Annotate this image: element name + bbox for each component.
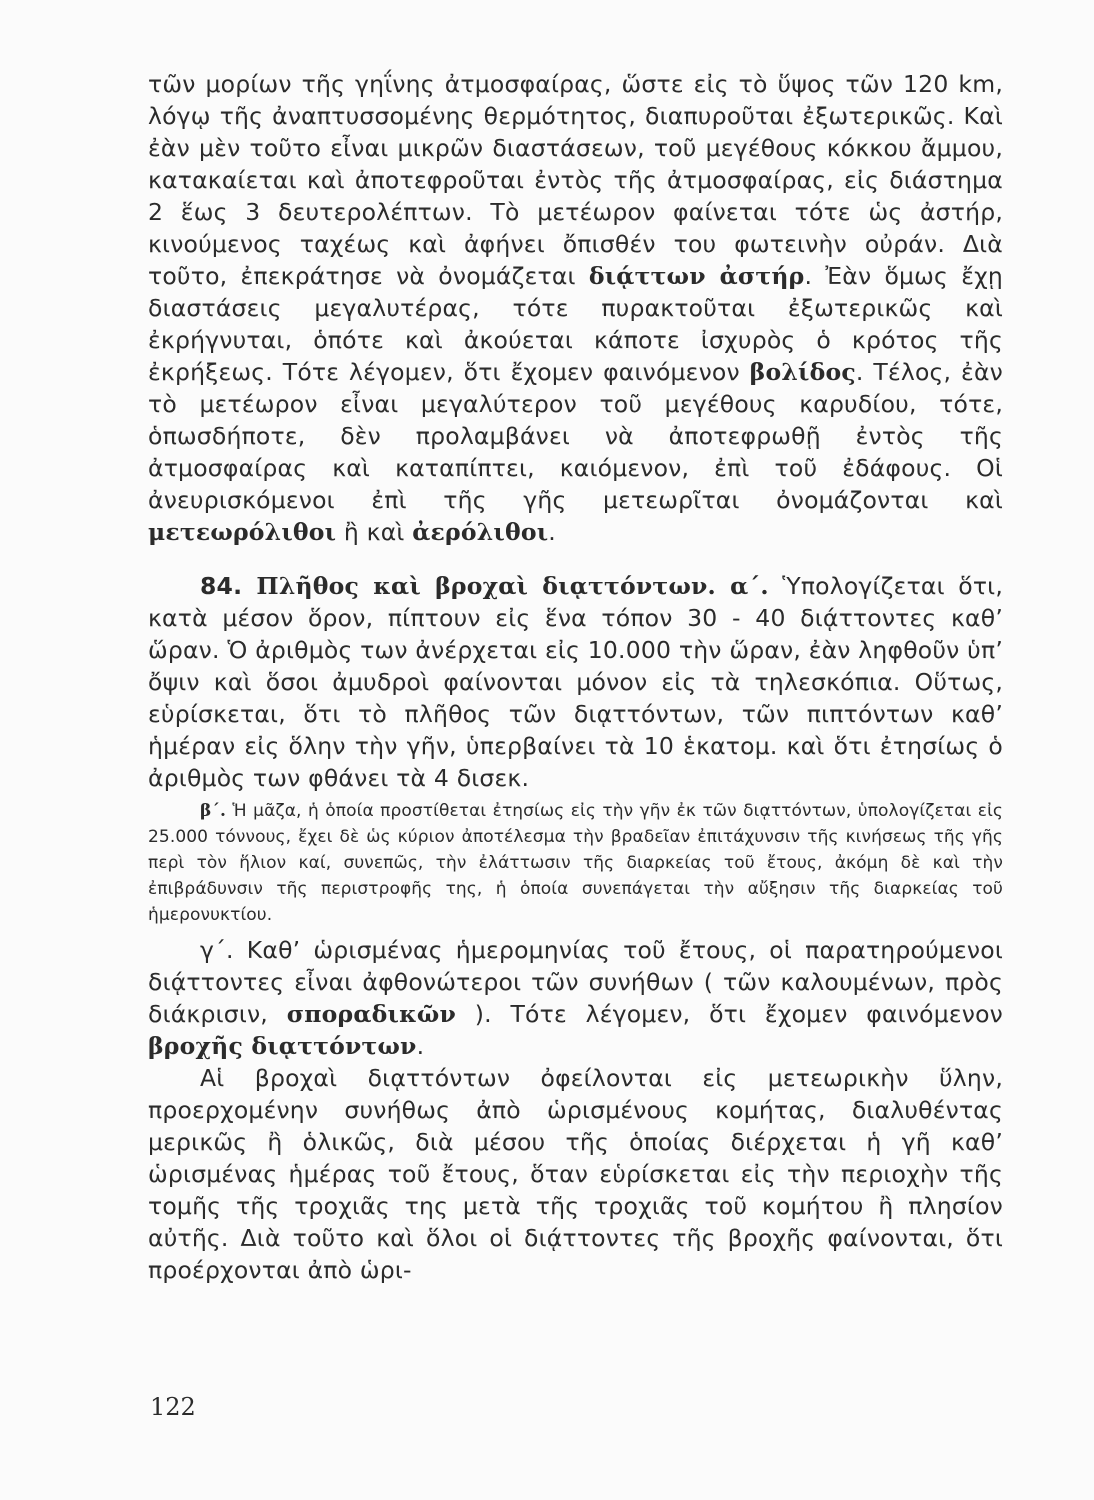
main-text-continued xyxy=(148,934,1003,1286)
text-run: ἢ καὶ xyxy=(336,518,413,546)
section-text: Ὑπολογίζεται ὅτι, κατὰ μέσον ὅρον, πίπτουν εἰς ἕνα τόπον 30 - 40 διᾴττοντες καθ’ ὥραν. Ὁ ἀριθμὸς των ἀνέρχεται εἰς 10.000 τὴν ὥραν, ἐὰν ληφθοῦν ὑπ’ ὄψιν καὶ ὅσοι ἀμυδροὶ φαίνονται μόνον εἰς τὰ τηλεσκόπια. Οὕτως, εὑρίσκεται, ὅτι τὸ πλῆθος τῶν διᾳττόντων, τῶν πιπτόντων καθ’ ἡμέραν εἰς ὅλην τὴν γῆν, ὑπερβαίνει τὰ 10 ἑκατομ. καὶ ὅτι ἐτησίως ὁ ἀριθμὸς των φθάνει τὰ 4 δισεκ. xyxy=(148,572,1003,792)
term-sporadic: σποραδικῶν xyxy=(286,1000,456,1028)
paragraph-gamma xyxy=(148,934,1003,1062)
beta-label: β΄. xyxy=(200,801,227,821)
text-run: . xyxy=(416,1032,425,1060)
term-meteorites: μετεωρόλιθοι xyxy=(148,518,337,546)
term-aerolites: ἀερόλιθοι xyxy=(412,518,549,546)
section-84 xyxy=(148,570,1003,794)
text-run: Αἱ βροχαὶ διᾳττόντων ὀφείλονται εἰς μετεωρικὴν ὕλην, προερχομένην συνήθως ἀπὸ ὡρισμένους κομήτας, διαλυθέντας μερικῶς ἢ ὁλικῶς, διὰ μέσου τῆς ὁποίας διέρχεται ἡ γῆ καθ’ ὡρισμένας ἡμέρας τοῦ ἔτους, ὅταν εὑρίσκεται εἰς τὴν περιοχὴν τῆς τομῆς τῆς τροχιᾶς της μετὰ τῆς τροχιᾶς τοῦ κομήτου ἢ πλησίον αὐτῆς. Διὰ τοῦτο καὶ ὅλοι οἱ διᾴττοντες τῆς βροχῆς φαίνονται, ὅτι προέρχονται ἀπὸ ὡρι- xyxy=(148,1064,1003,1284)
page-body xyxy=(148,68,1003,1286)
gamma-label: γ΄. xyxy=(200,936,234,964)
text-run: . Τέλος, ἐὰν τὸ μετέωρον εἶναι μεγαλύτερον τοῦ μεγέθους καρυδίου, τότε, ὁπωσδήποτε, δὲν προλαμβάνει νὰ ἀποτεφρωθῇ ἐντὸς τῆς ἀτμοσφαίρας καὶ καταπίπτει, καιόμενον, ἐπὶ τοῦ ἐδάφους. Οἱ ἀνευρισκόμενοι ἐπὶ τῆς γῆς μετεωρῖται ὀνομάζονται καὶ xyxy=(148,358,1003,514)
paragraph-showers xyxy=(148,1062,1003,1286)
term-shooting-star: διᾴττων ἀστήρ xyxy=(588,262,805,290)
text-run: . xyxy=(548,518,556,546)
section-number: 84. xyxy=(200,572,243,600)
text-run: ). Τότε λέγομεν, ὅτι ἔχομεν φαινόμενον xyxy=(455,1000,1003,1028)
page-number: 122 xyxy=(150,1393,196,1421)
term-bolide: βολίδος xyxy=(749,358,856,386)
text-run: Καθ’ ὡρισμένας ἡμερομηνίας τοῦ ἔτους, οἱ παρατηρούμενοι διᾴττοντες εἶναι ἀφθονώτεροι τῶν συνήθων ( τῶν καλουμένων, πρὸς διάκρισιν, xyxy=(148,936,1003,1028)
paragraph-meteors xyxy=(148,68,1003,548)
text-run: τῶν μορίων τῆς γηΐνης ἀτμοσφαίρας, ὥστε εἰς τὸ ὕψος τῶν 120 km, λόγῳ τῆς ἀναπτυσσομένης θερμότητος, διαπυροῦται ἐξωτερικῶς. Καὶ ἐὰν μὲν τοῦτο εἶναι μικρῶν διαστάσεων, τοῦ μεγέθους κόκκου ἄμμου, κατακαίεται καὶ ἀποτεφροῦται ἐντὸς τῆς ἀτμοσφαίρας, εἰς διάστημα 2 ἕως 3 δευτερολέπτων. Τὸ μετέωρον φαίνεται τότε ὡς ἀστήρ, κινούμενος ταχέως καὶ ἀφήνει ὄπισθέν του φωτεινὴν οὐράν. Διὰ τοῦτο, ἐπεκράτησε νὰ ὀνομάζεται xyxy=(148,70,1003,290)
main-text xyxy=(148,68,1003,794)
small-print-note xyxy=(148,798,1003,928)
paragraph-beta xyxy=(148,798,1003,928)
beta-text: Ἡ μᾶζα, ἡ ὁποία προστίθεται ἐτησίως εἰς τὴν γῆν ἐκ τῶν διᾳττόντων, ὑπολογίζεται εἰς 25.000 τόννους, ἔχει δὲ ὡς κύριον ἀποτέλεσμα τὴν βραδεῖαν ἐπιτάχυνσιν τῆς κινήσεως τῆς γῆς περὶ τὸν ἥλιον καί, συνεπῶς, τὴν ἐλάττωσιν τῆς διαρκείας τοῦ ἔτους, ἀκόμη δὲ καὶ τὴν ἐπιβράδυνσιν τῆς περιστροφῆς της, ἡ ὁποία συνεπάγεται τὴν αὔξησιν τῆς διαρκείας τοῦ ἡμερονυκτίου. xyxy=(148,801,1003,925)
section-title: Πλῆθος καὶ βροχαὶ διᾳττόντων. α΄. xyxy=(242,572,769,600)
term-meteor-shower: βροχῆς διᾳττόντων xyxy=(148,1032,417,1060)
text-run: . Ἐὰν ὅμως ἔχῃ διαστάσεις μεγαλυτέρας, τότε πυρακτοῦται ἐξωτερικῶς καὶ ἐκρήγνυται, ὁπότε καὶ ἀκούεται κάποτε ἰσχυρὸς ὁ κρότος τῆς ἐκρήξεως. Τότε λέγομεν, ὅτι ἔχομεν φαινόμενον xyxy=(148,262,1003,386)
